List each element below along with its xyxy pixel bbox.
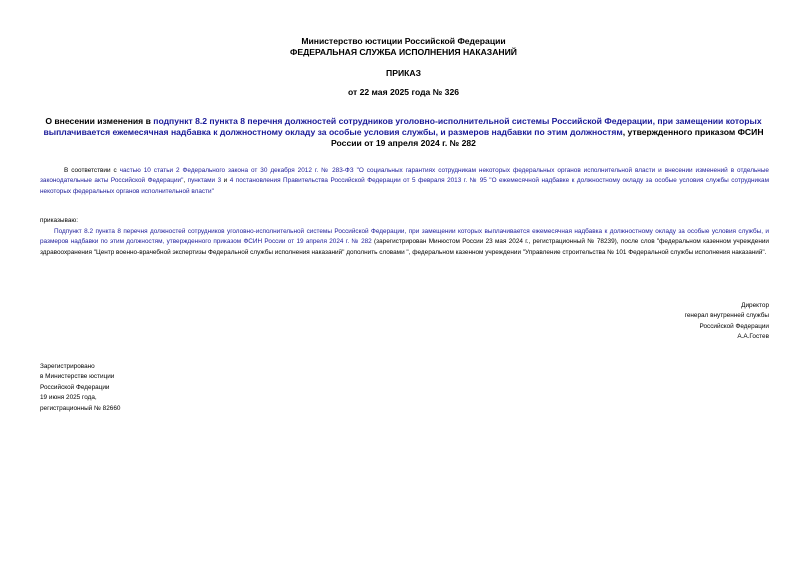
body-rest: (зарегистрирован Минюстом России 23 мая 2024 г., регистрационный № 78239), после слов "федеральном казенном учреждении здравоохранения "Центр военно-врачебной экспертизы Федеральной службы исполнения наказаний" дополнить словами ", федеральном казенном учреждении "Управление строительства № 101 Федеральной службы исполнения наказаний". [40, 238, 769, 256]
preamble-comma: , [183, 177, 188, 185]
preamble-paragraph [40, 166, 769, 197]
registration-line-3: Российской Федерации [40, 383, 110, 391]
registration-line-1: Зарегистрировано [40, 363, 95, 370]
order-date-number: от 22 мая 2025 года № 326 [347, 87, 460, 97]
service-name: ФЕДЕРАЛЬНАЯ СЛУЖБА ИСПОЛНЕНИЯ НАКАЗАНИЙ [290, 47, 517, 57]
registration-number: регистрационный № 82660 [40, 404, 121, 412]
signature-block [685, 301, 769, 343]
title-prefix: О внесении изменения в [45, 116, 154, 126]
preamble-and: и [221, 177, 230, 185]
prikazyvayu-label: приказываю: [40, 217, 78, 224]
signature-position: Директор [741, 302, 769, 309]
body-paragraph [40, 227, 769, 258]
signature-name: А.А.Гостев [737, 333, 769, 341]
document-header [0, 36, 807, 58]
preamble-link-points[interactable]: пунктами 3 [187, 177, 222, 185]
title-link[interactable]: подпункт 8.2 пункта 8 перечня должностей сотрудников уголовно-исполнительной системы Российской Федерации, при замещении которых выплачивается ежемесячная надбавка к должностному окладу за особые условия службы, и размеров надбавки по этим должностям [43, 116, 762, 137]
ministry-name: Министерство юстиции Российской Федерации [301, 36, 506, 46]
title-suffix: , утвержденного приказом ФСИН России от 19 апреля 2024 г. № 282 [331, 127, 764, 148]
registration-block [40, 362, 120, 414]
preamble-start: В соответствии с [64, 167, 120, 174]
preamble-link-law[interactable]: частью 10 статьи 2 Федерального закона от 30 декабря 2012 г. № 283-ФЗ "О социальных гарантиях сотрудникам некоторых федеральных органов исполнительной власти и внесении изменений в отдельные законодательные акты Российской Федерации" [40, 167, 769, 185]
registration-date: 19 июня 2025 года, [40, 394, 97, 402]
preamble-link-resolution[interactable]: 4 постановления Правительства Российской Федерации от 5 февраля 2013 г. № 95 "О ежемесячной надбавке к должностному окладу за особые условия службы сотрудникам некоторых федеральных органов исполнительной власти" [40, 177, 769, 195]
body-link-subclause[interactable]: Подпункт 8.2 пункта 8 перечня должностей сотрудников уголовно-исполнительной системы Российской Федерации, при замещении которых выплачивается ежемесячная надбавка к должностному окладу за особые условия службы, и размеров надбавки по этим должностям, утвержденного приказом ФСИН России от 19 апреля 2024 г. № 282 [40, 228, 769, 246]
order-title [40, 116, 767, 149]
signature-rank: генерал внутренней службы [684, 312, 769, 320]
order-heading: ПРИКАЗ [386, 68, 421, 78]
signature-country: Российской Федерации [699, 322, 769, 330]
registration-line-2: в Министерстве юстиции [40, 373, 115, 381]
